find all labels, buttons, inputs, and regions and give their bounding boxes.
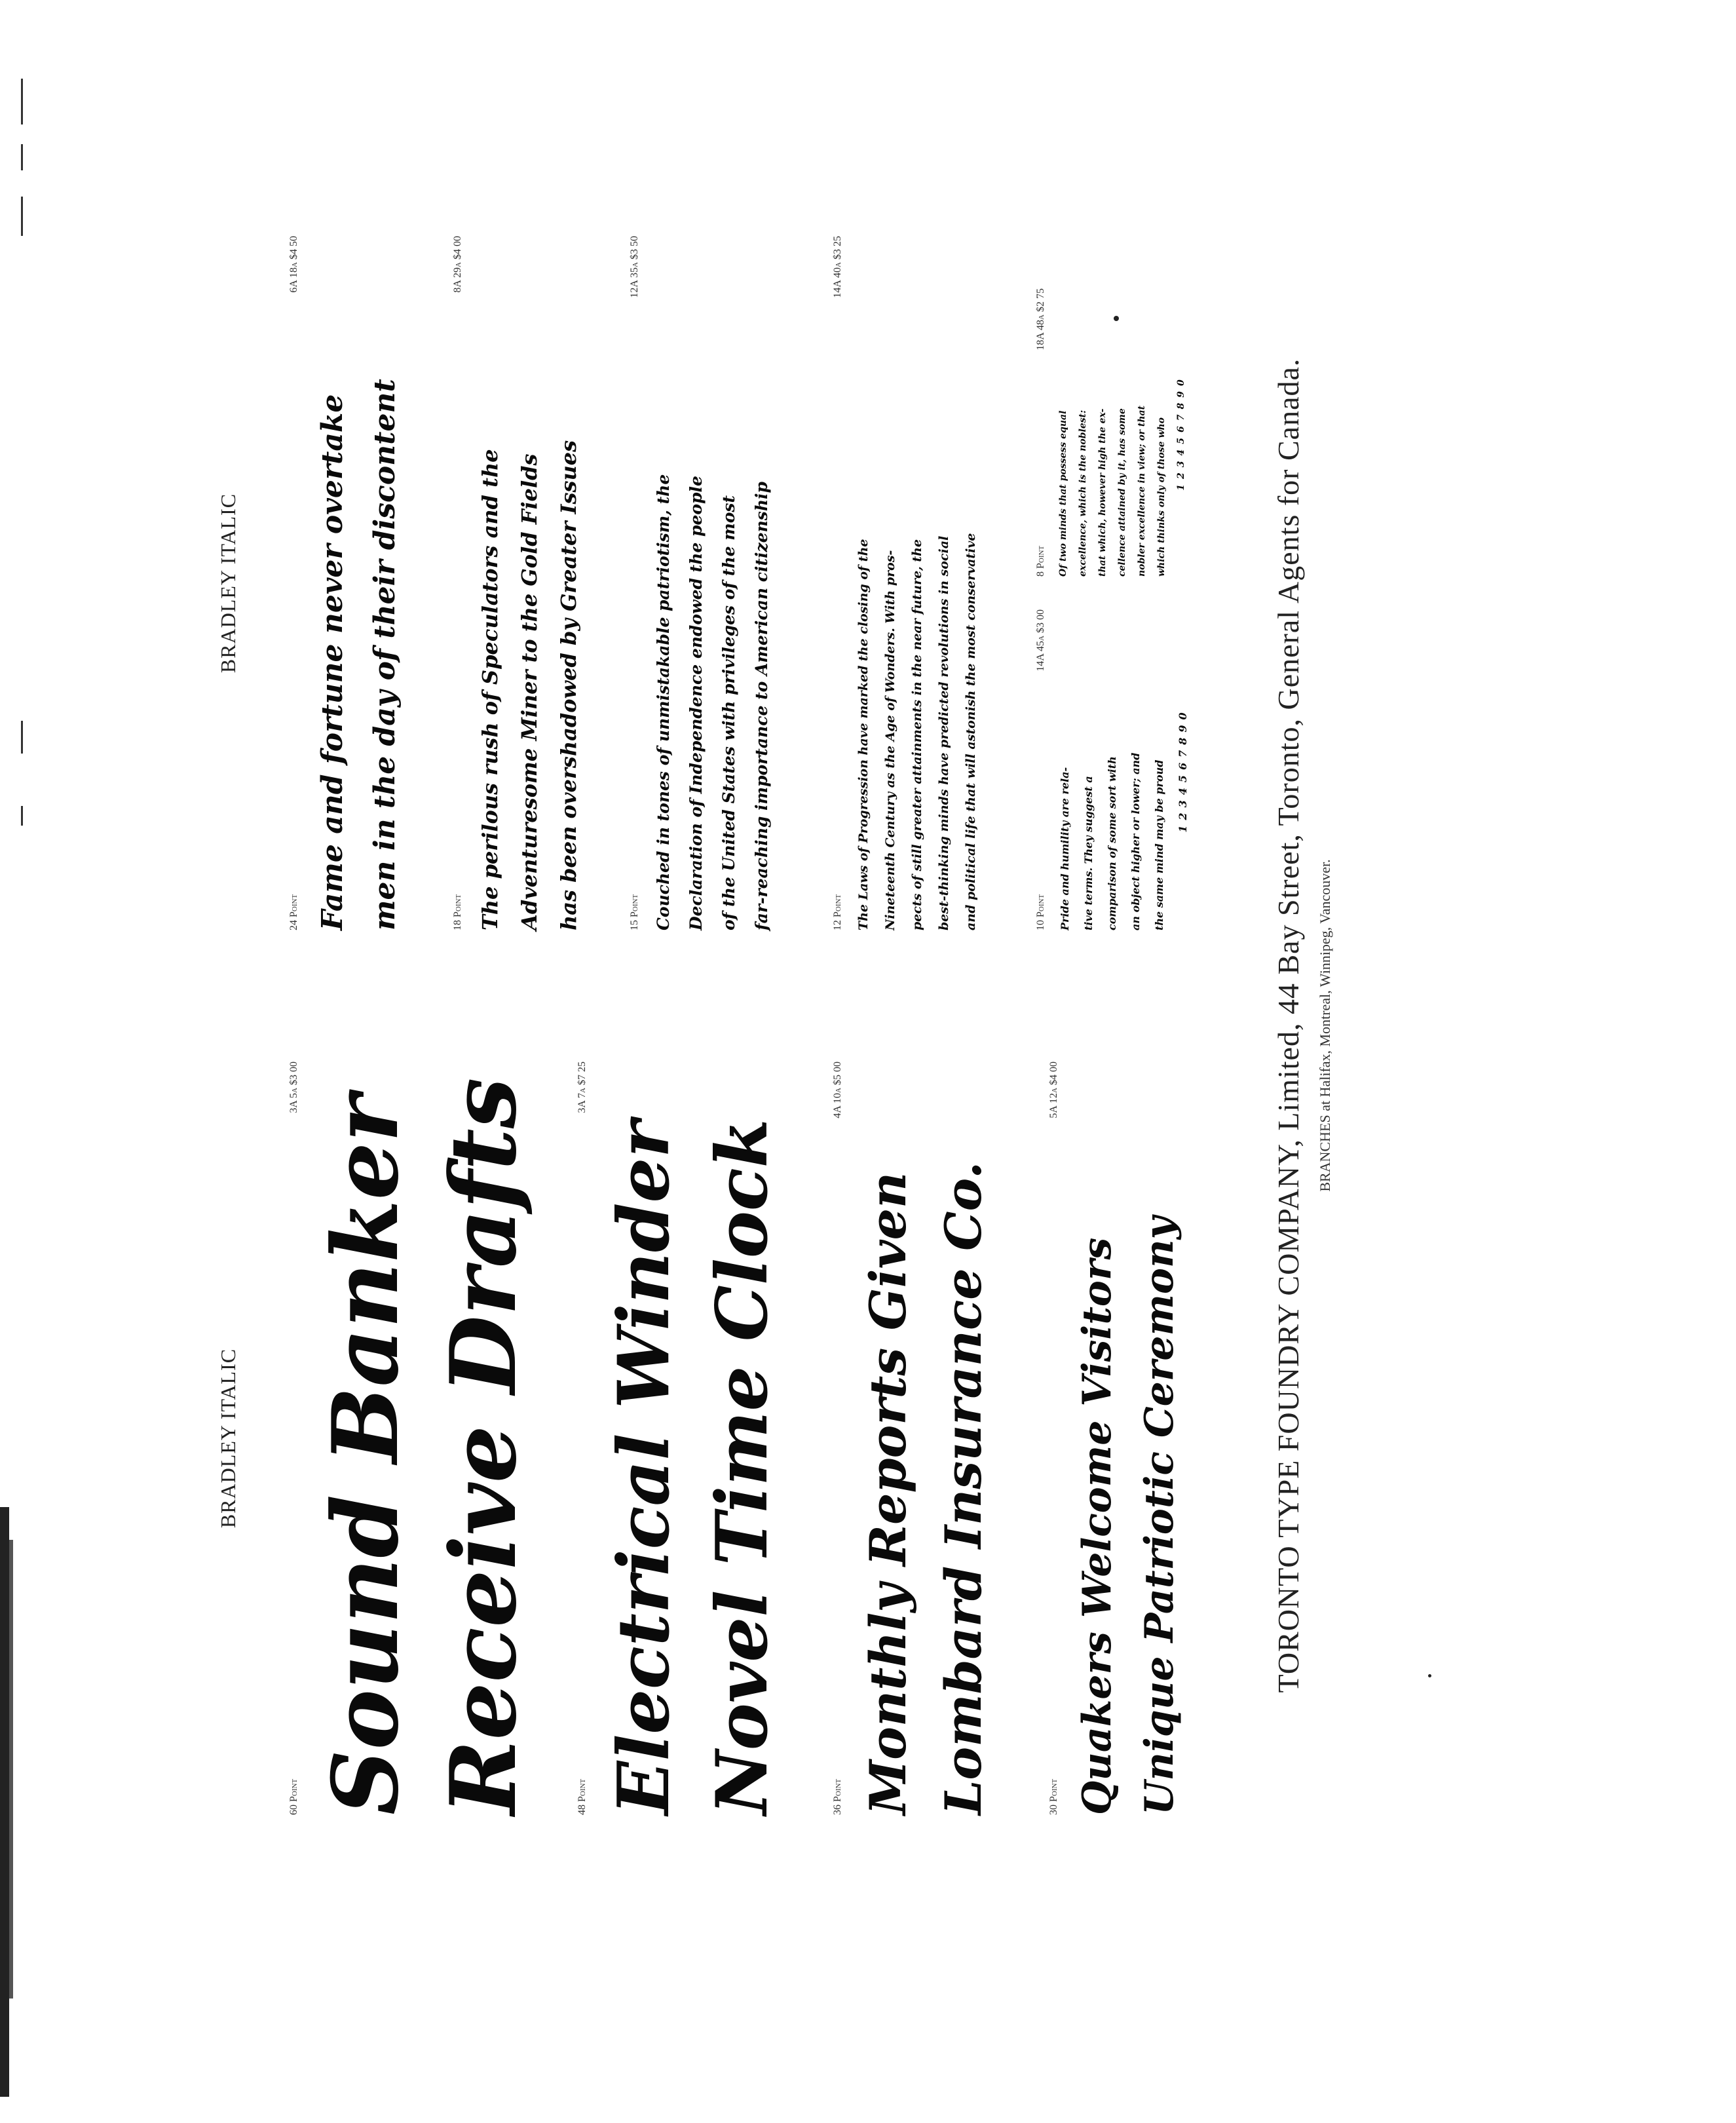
- specimen-line: the same mind may be proud: [1153, 759, 1165, 930]
- specimen-line: Unique Patriotic Ceremony: [1137, 1216, 1182, 1815]
- specimen-line: tive terms. They suggest a: [1082, 776, 1095, 930]
- specimen-line: The perilous rush of Speculators and the: [478, 449, 502, 930]
- specimen-line: Nineteenth Century as the Age of Wonders. With pros-: [883, 550, 897, 930]
- specimen-line: Monthly Reports Given: [859, 1172, 917, 1815]
- specimen-line: has been overshadowed by Greater Issues: [556, 440, 581, 930]
- font-price: 5A 12a $4 00: [1048, 1062, 1059, 1119]
- specimen-line: which thinks only of those who: [1156, 417, 1167, 577]
- specimen-line: far-reaching importance to American citizenship: [752, 482, 771, 930]
- print-speck: [1114, 316, 1119, 321]
- specimen-line: Sound Banker: [312, 1094, 419, 1815]
- specimen-line: Novel Time Clock: [701, 1119, 783, 1815]
- foundry-imprint: [0, 236, 1736, 1815]
- specimen-line: best-thinking minds have predicted revolutions in social: [937, 535, 951, 930]
- specimen-line: Fame and fortune never overtake: [316, 394, 349, 930]
- point-size-label: 15 Point: [629, 894, 640, 930]
- point-size-label: 36 Point: [832, 1778, 843, 1815]
- foundry-branches: BRANCHES at Halifax, Montreal, Winnipeg, Vancouver.: [1317, 859, 1333, 1192]
- point-size-label: 18 Point: [452, 894, 463, 930]
- column-heading-left: BRADLEY ITALIC: [216, 1348, 240, 1529]
- font-price: 4A 10a $5 00: [832, 1062, 843, 1119]
- specimen-line: Receive Drafts: [430, 1077, 537, 1815]
- point-size-label: 48 Point: [576, 1778, 588, 1815]
- font-price: 14A 40a $3 25: [832, 236, 843, 298]
- print-speck: [1428, 1674, 1431, 1677]
- numerals-line: 1234567890: [1176, 374, 1186, 491]
- point-size-label: 24 Point: [288, 894, 299, 930]
- specimen-line: Lombard Insurance Co.: [934, 1161, 992, 1815]
- specimen-line: Quakers Welcome Visitors: [1074, 1237, 1120, 1815]
- specimen-line: The Laws of Progression have marked the closing of the: [856, 539, 871, 930]
- specimen-line: Declaration of Independence endowed the people: [687, 476, 706, 930]
- specimen-line: pects of still greater attainments in the near future, the: [910, 539, 924, 930]
- specimen-line: Of two minds that possess equal: [1058, 410, 1068, 577]
- specimen-line: nobler excellence in view; or that: [1137, 405, 1147, 577]
- specimen-line: cellence attained by it, has some: [1117, 408, 1127, 577]
- specimen-line: men in the day of their discontent: [368, 379, 402, 930]
- point-size-label: 30 Point: [1048, 1778, 1059, 1815]
- column-heading-right: BRADLEY ITALIC: [216, 493, 240, 674]
- font-price: 3A 7a $7 25: [576, 1062, 588, 1113]
- specimen-line: Electrical Winder: [603, 1120, 685, 1815]
- font-price: 14A 45a $3 00: [1035, 609, 1046, 672]
- point-size-label: 60 Point: [288, 1778, 299, 1815]
- font-price: 6A 18a $4 50: [288, 236, 299, 293]
- specimen-line: Pride and humility are rela-: [1059, 767, 1071, 930]
- point-size-label: 12 Point: [832, 894, 843, 930]
- numerals-line: 1234567890: [1177, 707, 1189, 833]
- font-price: 18A 48a $2 75: [1035, 288, 1046, 351]
- specimen-line: Couched in tones of unmistakable patriotism, the: [654, 474, 673, 930]
- font-price: 12A 35a $3 50: [629, 236, 640, 298]
- specimen-line: excellence, which is the noblest:: [1078, 410, 1088, 577]
- foundry-name: TORONTO TYPE FOUNDRY COMPANY, Limited, 44 Bay Street, Toronto, General Agents for Canada.: [1272, 358, 1305, 1693]
- point-size-label: 8 Point: [1035, 545, 1046, 577]
- font-price: 3A 5a $3 00: [288, 1062, 299, 1113]
- specimen-line: comparison of some sort with: [1106, 756, 1118, 930]
- specimen-line: that which, however high the ex-: [1097, 408, 1108, 577]
- specimen-line: an object higher or lower; and: [1129, 752, 1142, 930]
- specimen-line: Adventuresome Miner to the Gold Fields: [517, 453, 542, 930]
- specimen-line: and political life that will astonish the most conservative: [964, 533, 978, 930]
- font-price: 8A 29a $4 00: [452, 236, 463, 293]
- specimen-line: of the United States with privileges of the most: [719, 495, 738, 930]
- point-size-label: 10 Point: [1035, 894, 1046, 930]
